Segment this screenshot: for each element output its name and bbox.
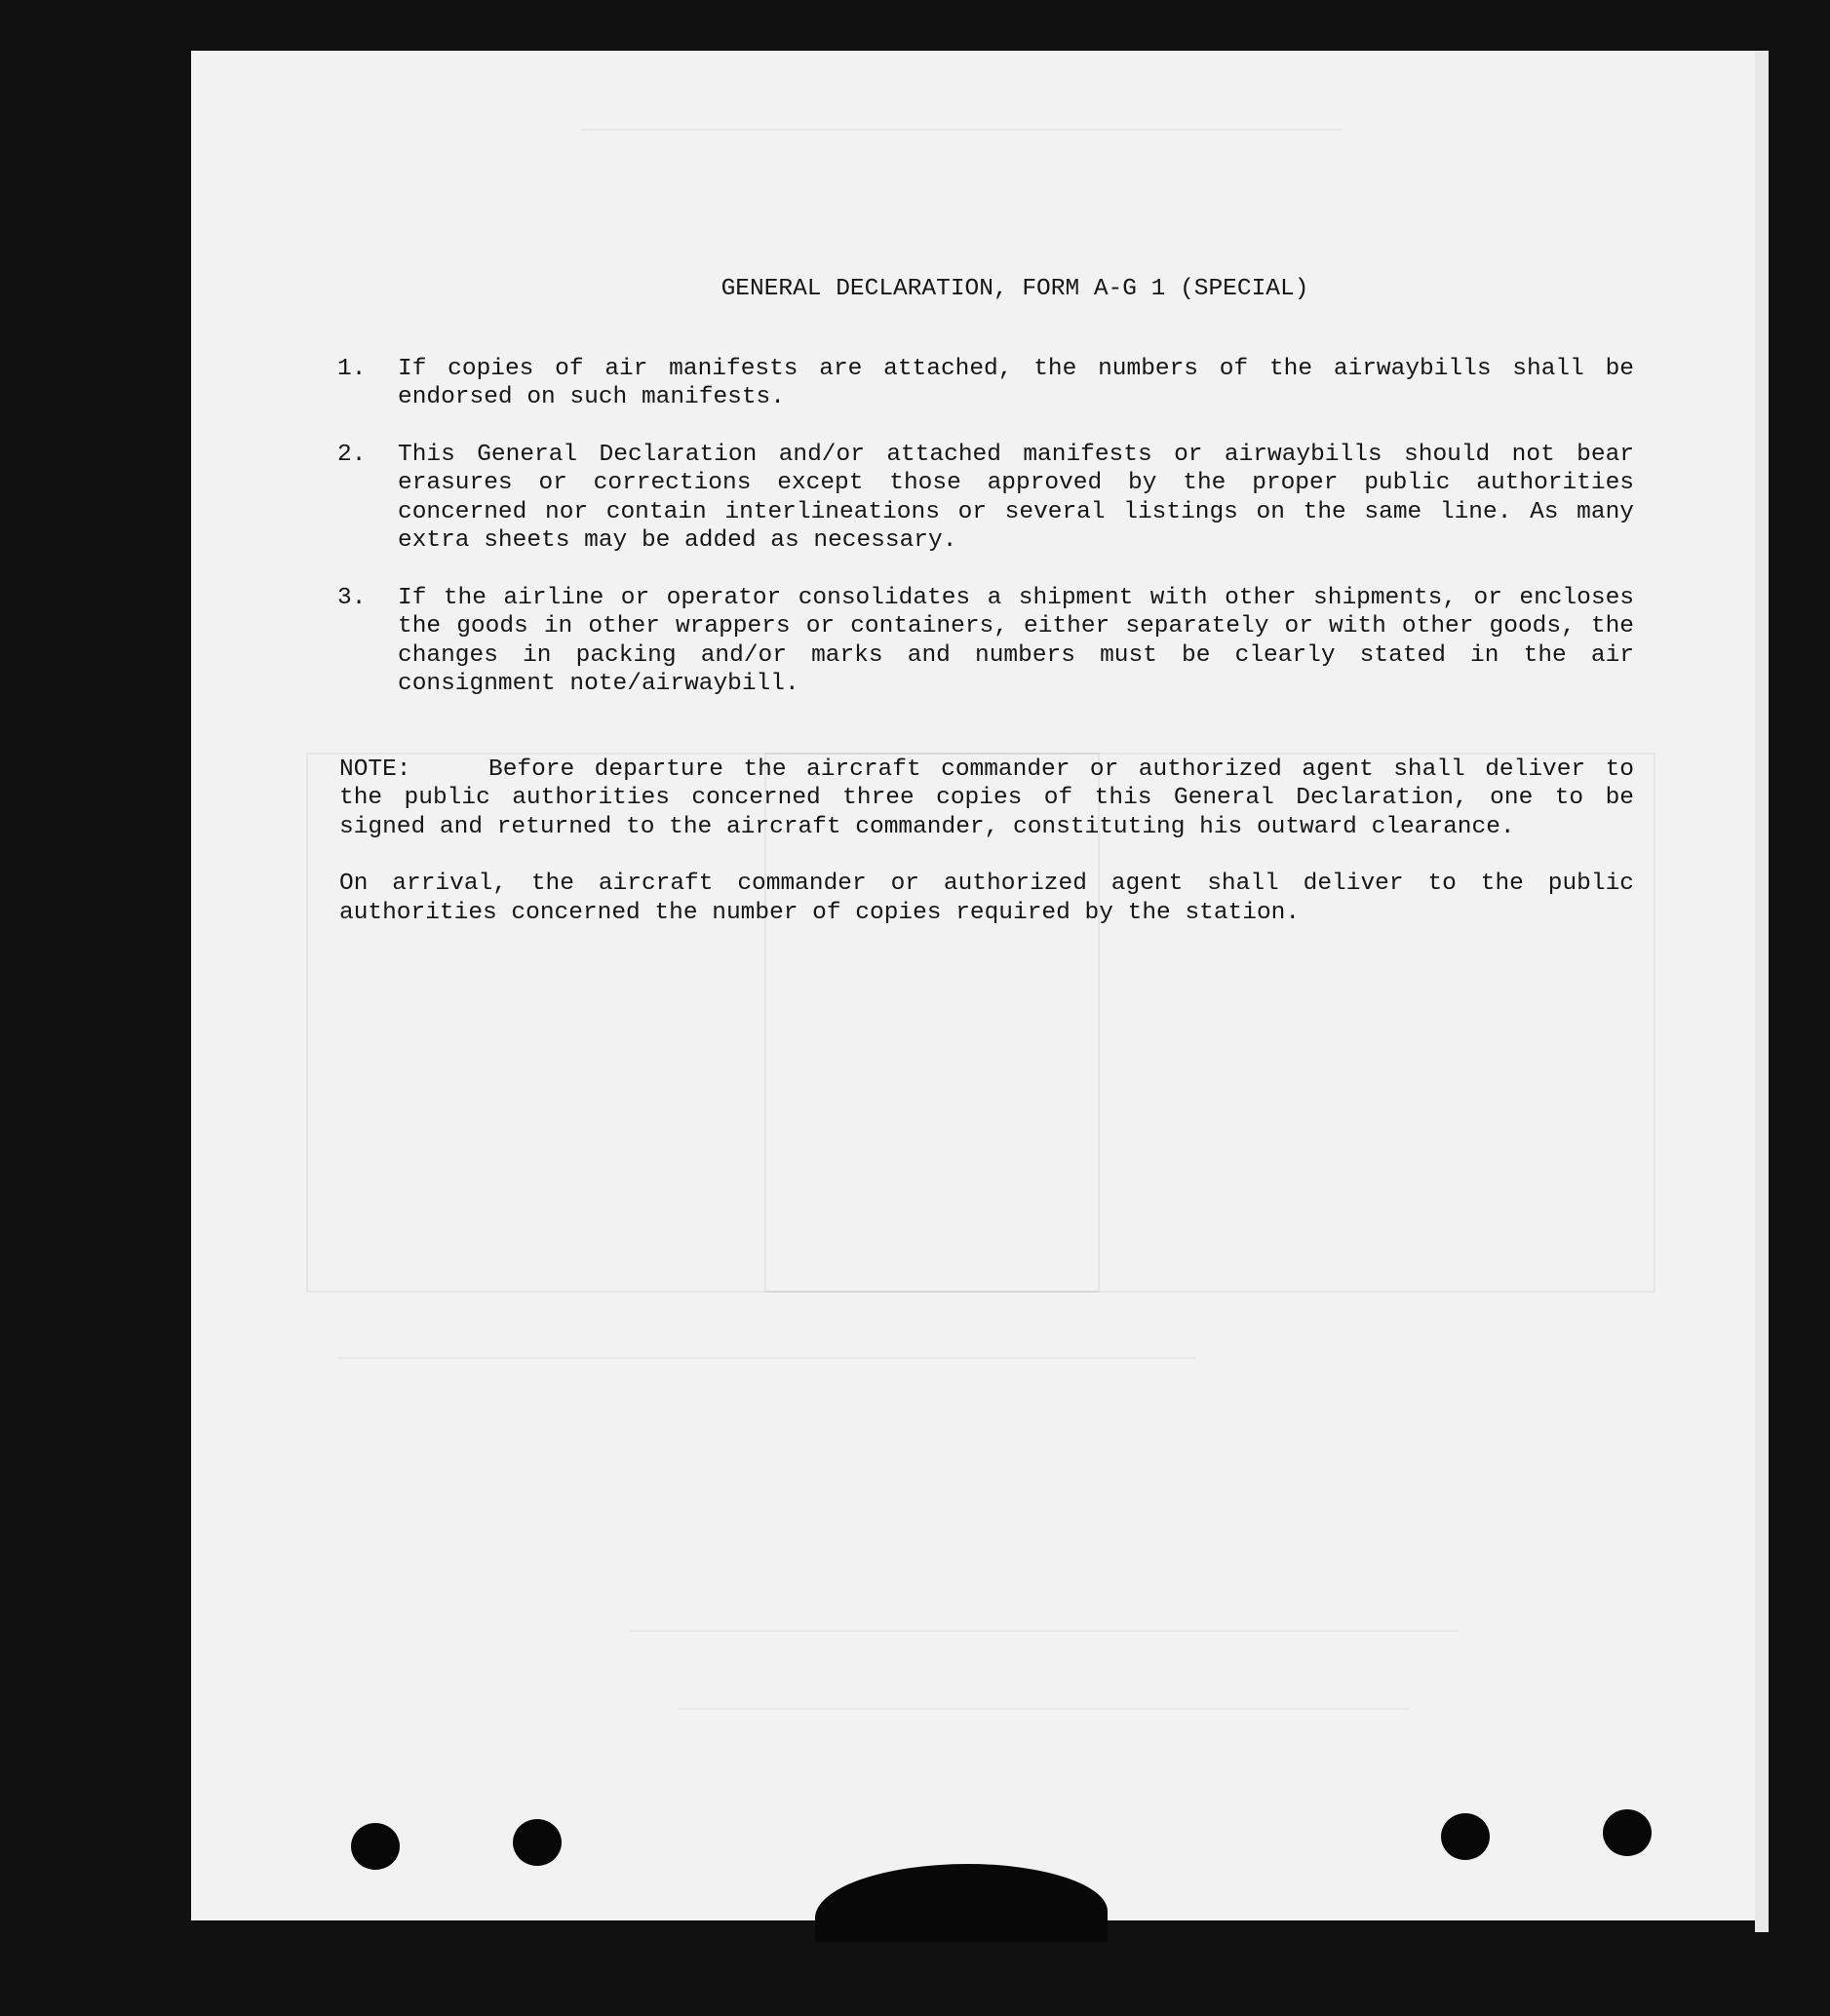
item-text: If the airline or operator consolidates a shipment with other shipments, or encloses the goods in other wrappers or containers, either separately or with other goods, the changes in packing and/or marks and numbers must be clearly stated in the air consignment note/airwaybill. (398, 584, 1634, 697)
punch-hole-left-2 (513, 1819, 562, 1866)
torn-edge (815, 1864, 1108, 1942)
list-item (337, 441, 1634, 556)
list-item (337, 584, 1634, 699)
bleed-line (581, 129, 1342, 131)
item-text: If copies of air manifests are attached, the numbers of the airwaybills shall be endorsed on such manifests. (398, 355, 1634, 410)
paper-sheet (191, 51, 1759, 1920)
list-item (337, 355, 1634, 412)
declaration-content (337, 275, 1634, 927)
punch-hole-left-1 (351, 1823, 400, 1870)
bleed-line (679, 1708, 1410, 1710)
page-title: GENERAL DECLARATION, FORM A-G 1 (SPECIAL) (720, 276, 1309, 302)
instruction-list (337, 355, 1634, 699)
item-number: 3. (337, 584, 367, 611)
arrival-paragraph: On arrival, the aircraft commander or authorized agent shall deliver to the public authorities concerned the number of copies required by the station. (339, 871, 1634, 926)
item-number: 1. (337, 355, 367, 382)
note-paragraph (337, 756, 1634, 842)
bleed-line (630, 1630, 1459, 1632)
item-text: This General Declaration and/or attached manifests or airwaybills should not bear erasures or corrections except those approved by the proper public authorities concerned nor contain interlineations or several listings on the same line. As many extra sheets may be added as necessary. (398, 441, 1634, 554)
punch-hole-right-2 (1603, 1809, 1652, 1856)
punch-hole-right-1 (1441, 1813, 1490, 1860)
bleed-line (337, 1357, 1195, 1359)
sheet-edge (1755, 51, 1769, 1932)
note-label: NOTE: (339, 756, 411, 783)
note-text: Before departure the aircraft commander or authorized agent shall deliver to the public authorities concerned three copies of this General Declaration, one to be signed and returned to the aircraft commander, constituting his outward clearance. (339, 756, 1634, 840)
item-number: 2. (337, 441, 367, 468)
